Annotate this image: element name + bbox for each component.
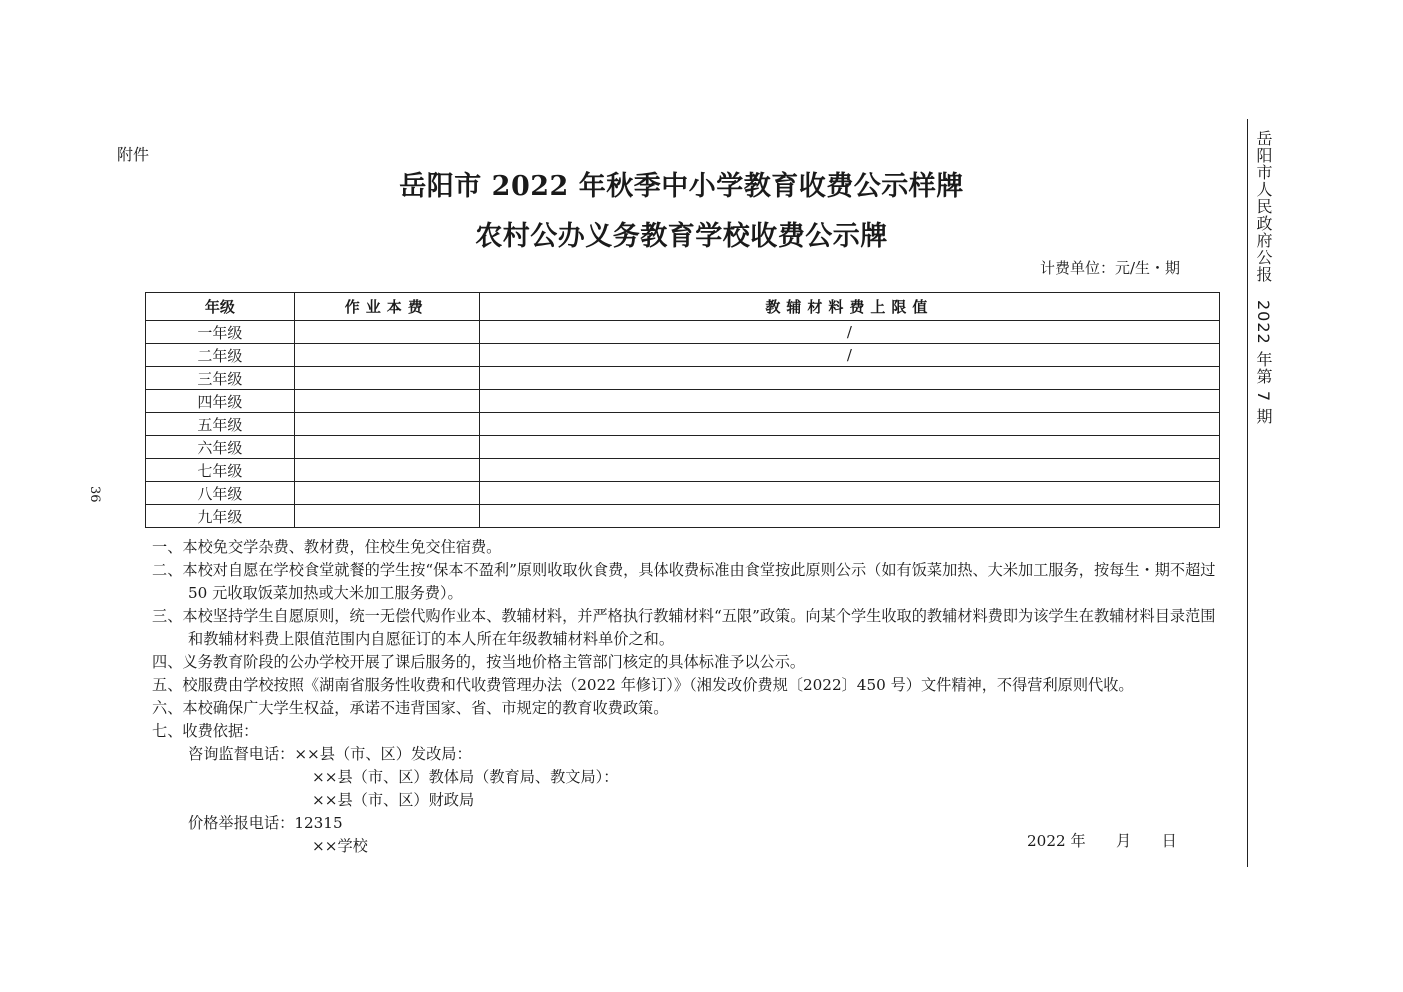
note-1: 一、本校免交学杂费、教材费，住校生免交住宿费。 — [152, 538, 502, 556]
date-line: 2022 年 月 日 — [1027, 832, 1177, 850]
price-report-phone: 价格举报电话：12315 — [188, 814, 343, 832]
table-row — [146, 367, 1220, 390]
cell-materials-cap — [479, 482, 1219, 505]
cell-homework-fee — [294, 367, 479, 390]
note-4: 四、义务教育阶段的公办学校开展了课后服务的，按当地价格主管部门核定的具体标准予以公示。 — [152, 653, 806, 671]
table-row — [146, 482, 1220, 505]
cell-grade: 三年级 — [146, 367, 295, 390]
cell-materials-cap — [479, 436, 1219, 459]
note-6: 六、本校确保广大学生权益，承诺不违背国家、省、市规定的教育收费政策。 — [152, 699, 669, 717]
table-row — [146, 321, 1220, 344]
cell-grade: 七年级 — [146, 459, 295, 482]
table-row — [146, 459, 1220, 482]
school-name: ××学校 — [312, 837, 368, 855]
sidebar-divider — [1247, 119, 1248, 867]
table-row — [146, 344, 1220, 367]
cell-homework-fee — [294, 482, 479, 505]
table-header-row — [146, 293, 1220, 321]
note-5: 五、校服费由学校按照《湖南省服务性收费和代收费管理办法（2022 年修订）》（湘发改价费规〔2022〕450 号）文件精神，不得营利原则代收。 — [152, 676, 1134, 694]
cell-homework-fee — [294, 390, 479, 413]
cell-materials-cap — [479, 505, 1219, 528]
table-row — [146, 413, 1220, 436]
cell-grade: 六年级 — [146, 436, 295, 459]
cell-materials-cap — [479, 413, 1219, 436]
note-3: 三、本校坚持学生自愿原则，统一无偿代购作业本、教辅材料，并严格执行教辅材料“五限”政策。向某个学生收取的教辅材料费即为该学生在教辅材料目录范围和教辅材料费上限值范围内自愿征订的本人所在年级教辅材料单价之和。 — [152, 607, 1216, 648]
education-bureau-line: ××县（市、区）教体局（教育局、教文局）： — [312, 768, 619, 786]
page-subtitle: 农村公办义务教育学校收费公示牌 — [475, 221, 888, 252]
notes-section — [152, 536, 1227, 858]
cell-materials-cap — [479, 390, 1219, 413]
cell-grade: 一年级 — [146, 321, 295, 344]
cell-grade: 五年级 — [146, 413, 295, 436]
cell-grade: 四年级 — [146, 390, 295, 413]
cell-homework-fee — [294, 436, 479, 459]
cell-homework-fee — [294, 505, 479, 528]
cell-homework-fee — [294, 321, 479, 344]
cell-grade: 九年级 — [146, 505, 295, 528]
supervision-phone-label: 咨询监督电话：××县（市、区）发改局： — [188, 745, 472, 763]
header-materials-cap: 教辅材料费上限值 — [479, 293, 1219, 321]
sidebar-gazette-label: 岳阳市人民政府公报 2022 年第 7 期 — [1254, 130, 1273, 426]
cell-materials-cap — [479, 459, 1219, 482]
table-row — [146, 390, 1220, 413]
header-grade: 年级 — [146, 293, 295, 321]
cell-grade: 八年级 — [146, 482, 295, 505]
cell-homework-fee — [294, 459, 479, 482]
cell-materials-cap: / — [479, 344, 1219, 367]
note-2: 二、本校对自愿在学校食堂就餐的学生按“保本不盈利”原则收取伙食费，具体收费标准由食堂按此原则公示（如有饭菜加热、大米加工服务，按每生・期不超过 50 元收取饭菜加热或大米加工服务费）。 — [152, 561, 1216, 602]
cell-homework-fee — [294, 413, 479, 436]
finance-bureau-line: ××县（市、区）财政局 — [312, 791, 475, 809]
cell-grade: 二年级 — [146, 344, 295, 367]
cell-homework-fee — [294, 344, 479, 367]
note-7: 七、收费依据： — [152, 722, 259, 740]
table-row — [146, 505, 1220, 528]
annex-label: 附件 — [117, 145, 150, 164]
cell-materials-cap — [479, 367, 1219, 390]
unit-label: 计费单位：元/生・期 — [1040, 259, 1181, 277]
page-title: 岳阳市 2022 年秋季中小学教育收费公示样牌 — [399, 171, 964, 202]
page-number: 36 — [87, 486, 102, 503]
fee-table — [145, 292, 1220, 528]
header-homework-fee: 作业本费 — [294, 293, 479, 321]
cell-materials-cap: / — [479, 321, 1219, 344]
table-row — [146, 436, 1220, 459]
